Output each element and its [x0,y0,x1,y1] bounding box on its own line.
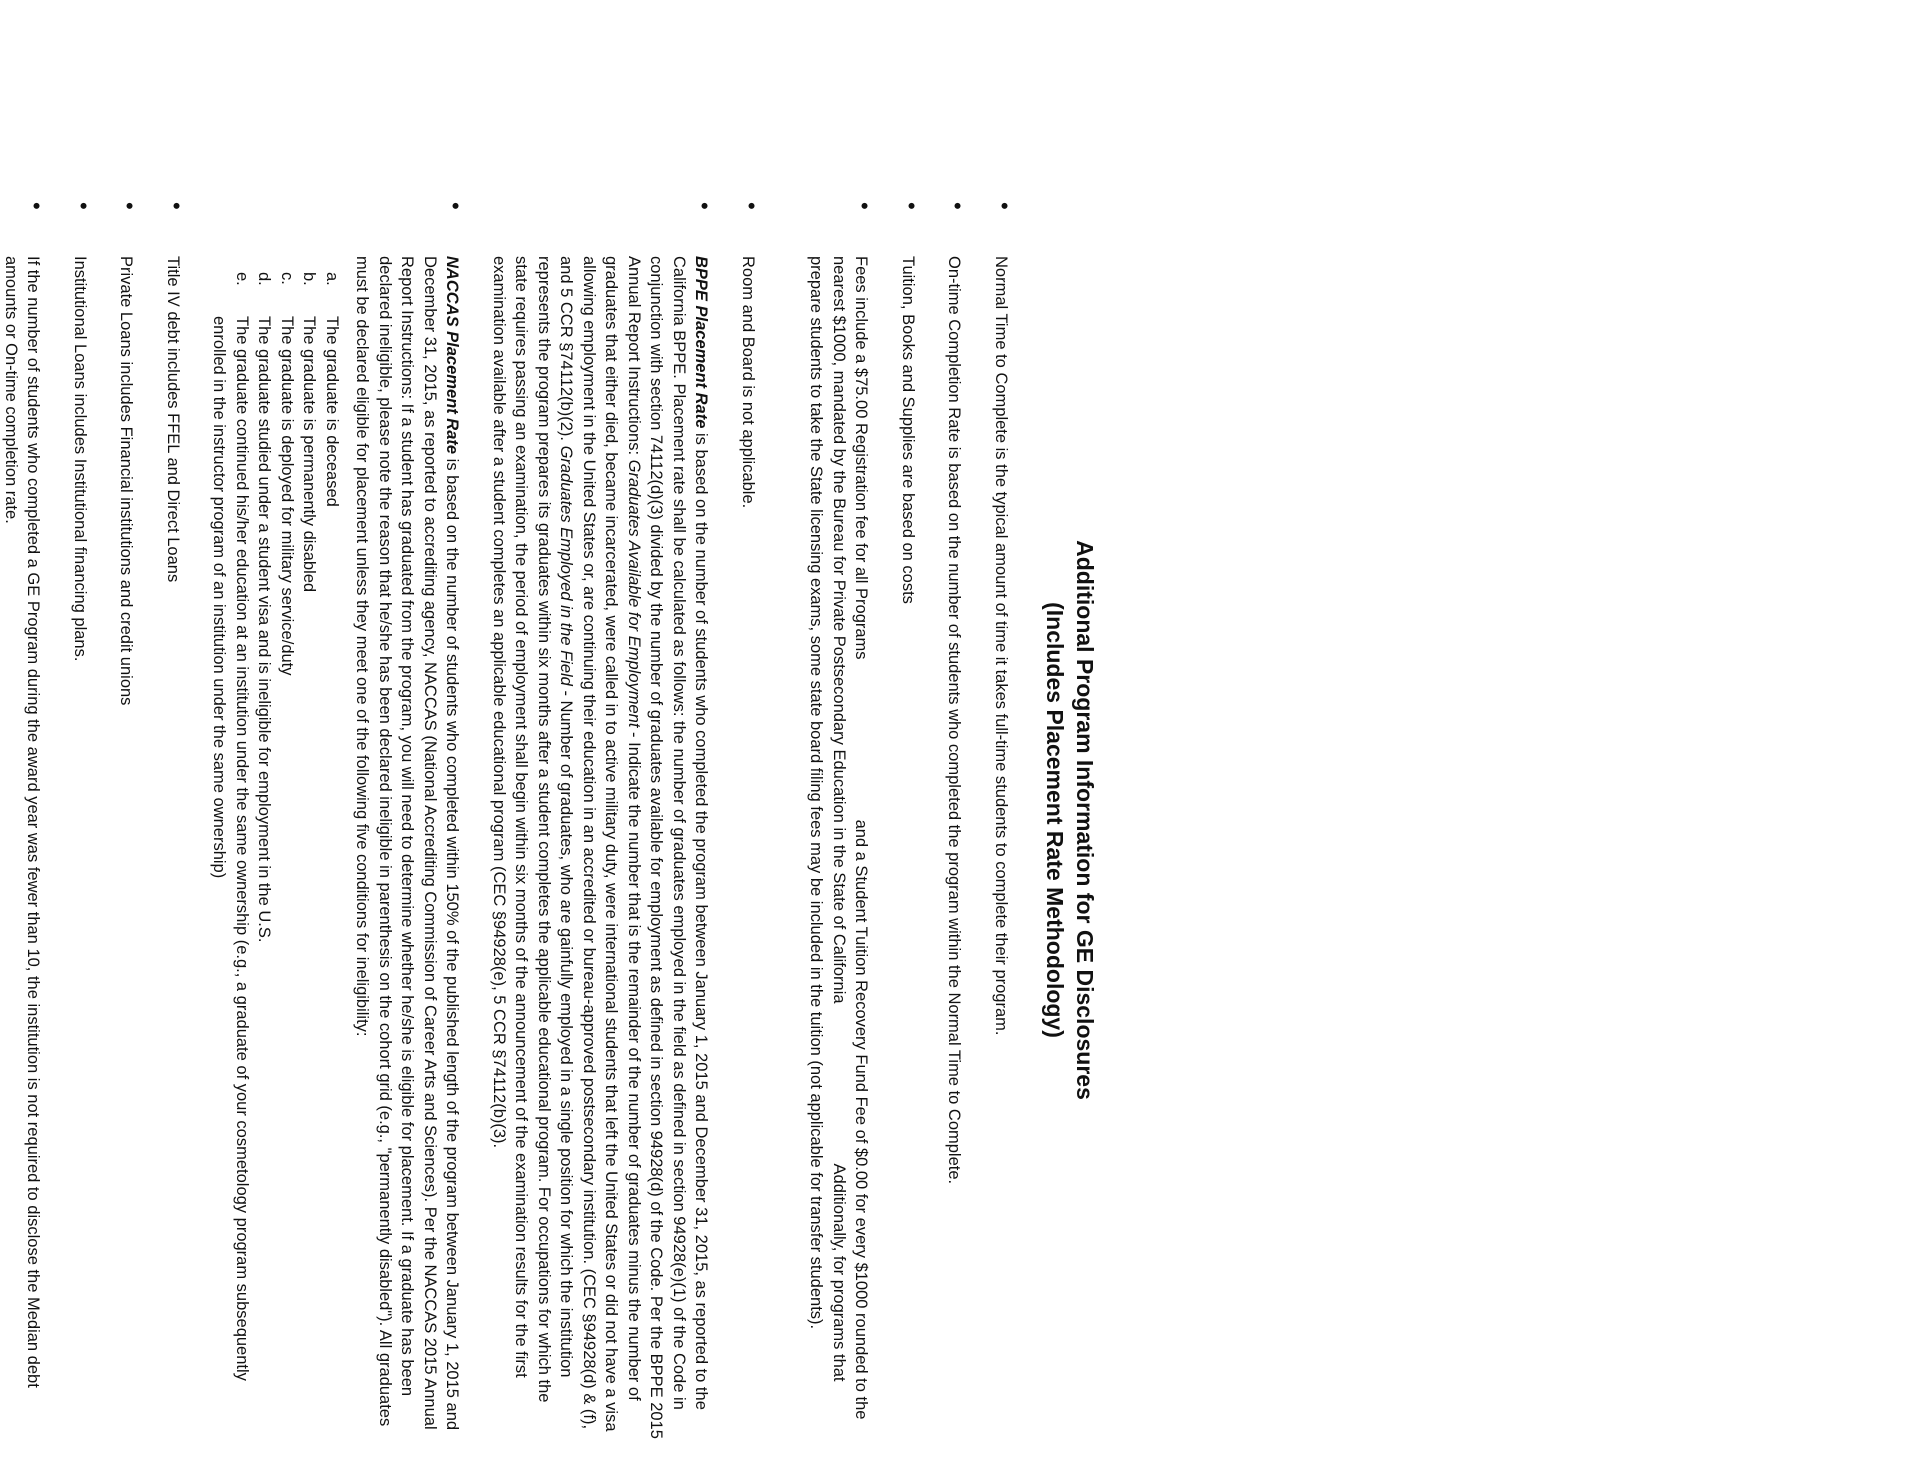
list-item-tuition: • Tuition, Books and Supplies are based on costs [897,200,920,1440]
naccas-heading: NACCAS Placement Rate [443,256,462,455]
condition-item: d. The graduate studied under a student visa and is ineligible for employment in the U.S. [255,272,274,943]
list-item-fees: • Fees include a $75.00 Registration fee for all Programsand a Student Tuition Recovery Fund Fee of $0.00 for every $1000 rounded to the nearest $1000, mandated by the Bureau for Private Postsecondary Education in the State of CaliforniaAdditionally, for programs that prepare students to take the State licensing exams, some state board filing fees may be included in the tuition (not applicable for transfer students). [783,200,873,1440]
list-item-private-loans: • Private Loans includes Financial institutions and credit unions [115,200,138,1440]
list-item-bppe-placement: • BPPE Placement Rate is based on the number of students who completed the program between January 1, 2015 and December 31, 2015, as reported to the California BPPE. Placement rate shall be calculated as follows: the number of graduates employed in the field as defined in section 94928(e)(1) of the Code in conjunction with section 74112(d)(3) divided by the number of graduates available for employment as defined in section 94928(d) of the Code. Per the BPPE 2015 Annual Report Instructions: Graduates Available for Employment - Indicate the number that is the remainder of the number of graduates minus the number of graduates that either died, became incarcerated, were called in to active military duty, were international students that left the United States or did not have a visa allowing employment in the United States or, are continuing their education in an accredited or bureau-approved postsecondary institution. (CEC §94928(d) & (f), and 5 CCR §74112(b)(2). Graduates Employed in the Field - Number of graduates, who are gainfully employed in a single position for which the institution represents the program prepares its graduates within six months after a student completes the applicable educational program. For occupations for which the state requires passing an examination, the period of employment shall begin within six months of the announcement of the examination results for the first examination available after a student completes an applicable educational program (CEC §94928(e), 5 CCR §74112(b)(3). [488,200,713,1440]
list-item-room-board: • Room and Board is not applicable. [737,200,760,1440]
disclosure-list [0,200,1012,1440]
list-item-title-iv: • Title IV debt includes FFEL and Direct Loans [162,200,185,1440]
list-item-institutional-loans: • Institutional Loans includes Institutional financing plans. [69,200,92,1440]
condition-item: e. The graduate continued his/her education at an institution under the same ownership (e.g., a graduate of your cosmetology program subsequently enrolled in the instructor program of an institution under the same ownership) [210,272,251,1381]
condition-item: b. The graduate is permanently disabled [300,272,319,593]
list-item-fewer-than-ten: • If the number of students who completed a GE Program during the award year was fewer than 10, the institution is not required to disclose the Median debt amounts or On-time completion rate. [0,200,45,1440]
title-line-1: Additional Program Information for GE Disclosures [1072,540,1098,1100]
blank-line [783,256,805,1440]
list-item-normal-time: • Normal Time to Complete is the typical amount of time it takes full-time students to complete their program. [990,200,1013,1440]
list-item-naccas-placement: • NACCAS Placement Rate is based on the number of students who completed within 150% of the published length of the program between January 1, 2015 and December 31, 2015, as reported to accrediting agency, NACCAS (National Accrediting Commission of Career Arts and Sciences). Per the NACCAS 2015 Annual Report Instructions: If a student has graduated from the program, you will need to determine whether he/she is eligible for placement. If a graduate has been declared ineligible, please note the reason that he/she has been declared ineligible in parenthesis on the cohort grid (e.g., "permanently disabled"). All graduates must be declared eligible for placement unless they meet one of the following five conditions for ineligibility: a. The graduate is deceased b. The graduate is permanently disabled c. The graduate is deployed for military service/duty d. The graduate studied under a student visa and is ineligible for employment in the U.S. e. The graduate continued his/her education at an institution under the same ownership (e.g., a graduate of your cosmetology program subsequently enrolled in the instructor program of an institution under the same ownership) [208,200,464,1440]
title-line-2: (Includes Placement Rate Methodology) [1042,602,1068,1038]
list-item-on-time-completion: • On-time Completion Rate is based on the number of students who completed the program within the Normal Time to Complete. [943,200,966,1440]
condition-item: a. The graduate is deceased [323,272,341,507]
document-title [1040,200,1100,1440]
ineligibility-conditions [208,256,343,1440]
bppe-heading: BPPE Placement Rate [692,256,711,429]
condition-item: c. The graduate is deployed for military service/duty [278,272,296,676]
rotated-document-page [0,160,1100,1480]
